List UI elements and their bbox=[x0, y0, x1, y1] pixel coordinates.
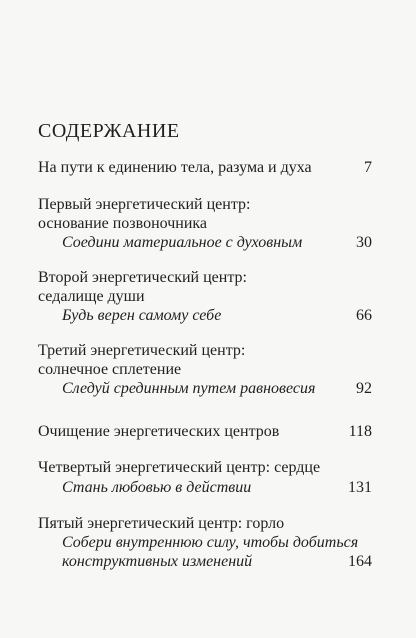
toc-entry-title: Четвертый энергетический центр: сердце bbox=[38, 459, 321, 476]
toc-page-number: 92 bbox=[356, 380, 372, 397]
toc-entry-subtitle: Будь верен самому себе bbox=[62, 307, 222, 324]
toc-entry-title: Третий энергетический центр: bbox=[38, 342, 246, 359]
toc-entry-title: основание позвоночника bbox=[38, 215, 208, 232]
toc-entry-title: Первый энергетический центр: bbox=[38, 196, 251, 213]
toc-entry-subtitle: Соедини материальное с духовным bbox=[62, 234, 303, 251]
toc-page-number: 66 bbox=[356, 307, 372, 324]
contents-heading: СОДЕРЖАНИЕ bbox=[38, 120, 180, 142]
toc-entry-subtitle: Стань любовью в действии bbox=[62, 479, 252, 496]
toc-entry-title: седалище души bbox=[38, 288, 145, 305]
toc-page-number: 118 bbox=[348, 423, 372, 440]
toc-entry-title: Пятый энергетический центр: горло bbox=[38, 515, 285, 532]
toc-entry-subtitle: Следуй срединным путем равновесия bbox=[62, 380, 316, 397]
toc-entry-subtitle: конструктивных изменений bbox=[62, 553, 253, 570]
toc-entry-title: Очищение энергетических центров bbox=[38, 423, 280, 440]
toc-page-number: 131 bbox=[348, 479, 372, 496]
toc-page-number: 164 bbox=[348, 553, 372, 570]
toc-page-number: 7 bbox=[364, 159, 372, 176]
toc-entry-title: На пути к единению тела, разума и духа bbox=[38, 159, 312, 176]
toc-page-number: 30 bbox=[356, 234, 372, 251]
toc-entry-title: Второй энергетический центр: bbox=[38, 269, 247, 286]
toc-entry-title: солнечное сплетение bbox=[38, 361, 182, 378]
toc-entry-subtitle: Собери внутреннюю силу, чтобы добиться bbox=[62, 534, 359, 551]
